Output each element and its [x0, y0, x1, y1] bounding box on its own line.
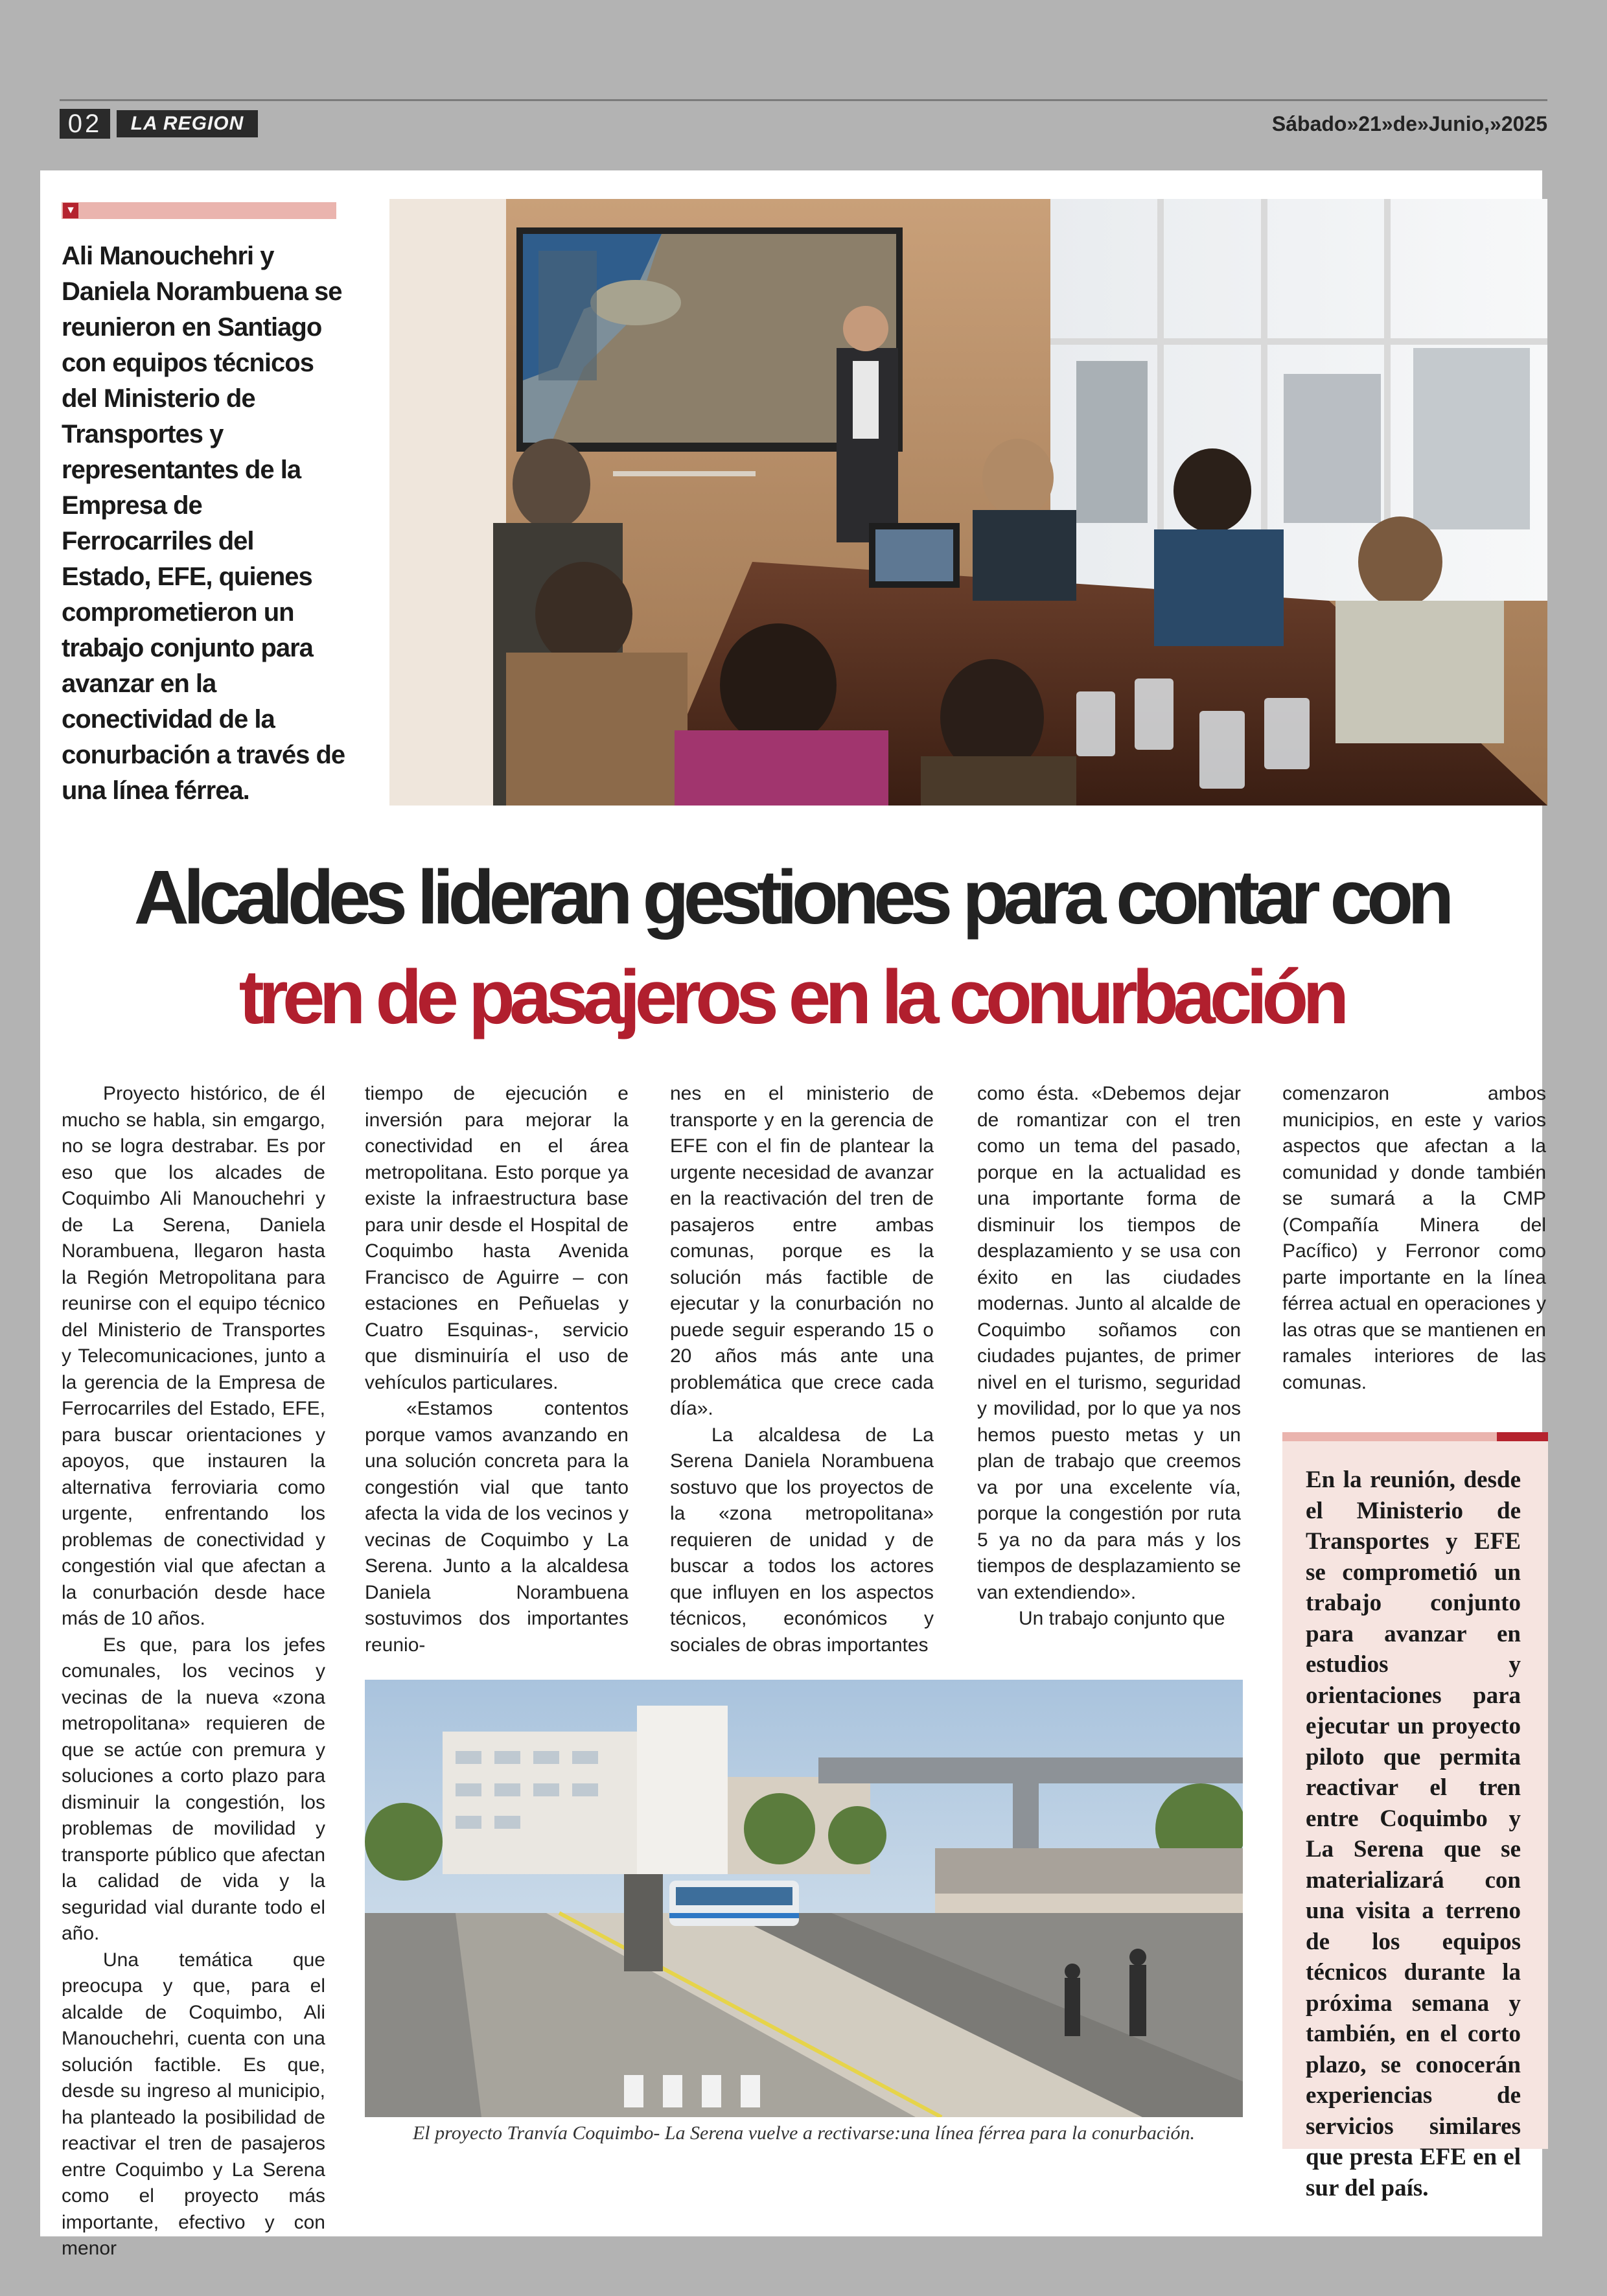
- newspaper-brand: LA REGION: [117, 110, 258, 137]
- sidebar-box: [1282, 1441, 1548, 2201]
- body-paragraph: Una temática que preocupa y que, para el alcalde de Coquimbo, Ali Manouchehri, cuenta con una solución factible. Es que, desde su ingreso al municipio, ha planteado la posibilidad de reactivar el tren de pasajeros entre Coquimbo y La Serena como el proyecto más importante, efectivo y con menor: [62, 1949, 325, 2259]
- body-paragraph: tiempo de ejecución e inversión para mejorar la conectividad en el área metropolitana. Esto porque ya existe la infraestructura base para unir desde el Hospital de Coquimbo hasta Avenida Francisco de Aguirre – con estaciones en Peñuelas y Cuatro Esquinas-, servicio que disminuiría el uso de vehículos particulares.: [365, 1083, 629, 1393]
- meeting-photo-icon: [389, 199, 1547, 806]
- body-paragraph: «Estamos contentos porque vamos avanzando en una solución concreta para la congestión vial que tanto afecta la vida de los vecinos y vecinas de Coquimbo y La Serena. Junto a la alcaldesa Daniela Norambuena sostuvimos dos importantes reunio-: [365, 1398, 629, 1656]
- body-column-2: [365, 1081, 629, 1658]
- lead-text: Ali Manouchehri y Daniela Norambuena se reunieron en Santiago con equipos técnicos del Ministerio de Transportes y representantes de la Empresa de Ferrocarriles del Estado, EFE, quienes comprometieron un trabajo conjunto para avanzar en la conectividad de la conurbación a través de una línea férrea.: [62, 242, 345, 805]
- body-paragraph: Proyecto histórico, de él mucho se habla, sin emgargo, no se logra destrabar. Es por eso que los alcades de Coquimbo Ali Manouchehri y de La Serena, Daniela Norambuena, llegaron hasta la Región Metropolitana para reunirse con el equipo técnico del Ministerio de Transportes y Telecomunicaciones, junto a la gerencia de la Empresa de Ferrocarriles del Estado, EFE, para buscar orientaciones y apoyos, que instauren la alternativa ferroviaria como urgente, enfrentando los problemas de conectividad y congestión vial que afectan a la conurbación desde hace más de 10 años.: [62, 1083, 325, 1629]
- body-paragraph: comenzaron ambos municipios, en este y varios aspectos que afectan a la comunidad y donde también se sumará a la CMP (Compañía Minera del Pacífico) y Ferronor como parte importante en la línea férrea actual en operaciones y las otras que se mantienen en ramales interiores de las comunas.: [1282, 1083, 1546, 1393]
- issue-date: Sábado»21»de»Junio,»2025: [1271, 112, 1547, 135]
- lead-bar: [62, 202, 336, 219]
- header-rule: [60, 99, 1547, 101]
- body-paragraph: nes en el ministerio de transporte y en la gerencia de EFE con el fin de plantear la urgente necesidad de avanzar en la reactivación del tren de pasajeros entre ambas comunas, porque es la solución más factible de ejecutar y la conurbación no puede seguir esperando 15 o 20 años más ante una problemática que crece cada día».: [670, 1083, 934, 1419]
- body-column-1: [62, 1081, 325, 2262]
- meeting-photo: [389, 199, 1547, 806]
- body-paragraph: Un trabajo conjunto que: [1019, 1608, 1225, 1629]
- body-column-3: [670, 1081, 934, 1658]
- tram-rendering-icon: [365, 1680, 1243, 2117]
- body-column-4: [977, 1081, 1241, 1632]
- triangle-down-icon: ▼: [63, 203, 78, 218]
- sidebar-text: En la reunión, desde el Ministerio de Transportes y EFE se comprometió un trabajo conjunto para avanzar en estudios y orientaciones para ejecutar un proyecto piloto que permita reactivar el tren entre Coquimbo y La Serena que se materializará con una visita a terreno de los equipos técnicos durante la próxima semana y también, en el corto plazo, se conocerán experiencias de servicios similares que presta EFE en el sur del país.: [1306, 1467, 1521, 2201]
- body-paragraph: Es que, para los jefes comunales, los vecinos y vecinas de la nueva «zona metropolitana» requieren de que se actúe con premura y soluciones a corto plazo para disminuir la congestión, los problemas de movilidad y transporte público que afectan la calidad de vida y la seguridad vial durante todo el año.: [62, 1634, 325, 1944]
- sidebar-accent-bar: [1497, 1432, 1548, 1441]
- render-caption: El proyecto Tranvía Coquimbo- La Serena vuelve a rectivarse:una línea férrea para la conurbación.: [412, 2122, 1195, 2144]
- body-column-5: [1282, 1081, 1546, 1396]
- headline-line-2: tren de pasajeros en la conurbación: [238, 955, 1344, 1040]
- body-paragraph: como ésta. «Debemos dejar de romantizar con el tren como un tema del pasado, porque en la actualidad es una importante forma de disminuir los tiempos de desplazamiento y se usa con éxito en las ciudades modernas. Junto al alcalde de Coquimbo soñamos con ciudades pujantes, de primer nivel en el turismo, seguridad y movilidad, por lo que ya nos hemos puesto metas y un plan de trabajo que creemos va por una excelente vía, porque la congestión por ruta 5 ya no da para más y los tiempos de desplazamiento se van extendiendo».: [977, 1083, 1241, 1603]
- page-number: 02: [60, 109, 110, 139]
- headline-line-1: Alcaldes lideran gestiones para contar con: [133, 855, 1449, 940]
- tram-rendering: [365, 1680, 1243, 2117]
- body-paragraph: La alcaldesa de La Serena Daniela Norambuena sostuvo que los proyectos de la «zona metropolitana» requieren de unidad y de buscar a todos los actores que influyen en los aspectos técnicos, económicos y sociales de obras importantes: [670, 1424, 934, 1656]
